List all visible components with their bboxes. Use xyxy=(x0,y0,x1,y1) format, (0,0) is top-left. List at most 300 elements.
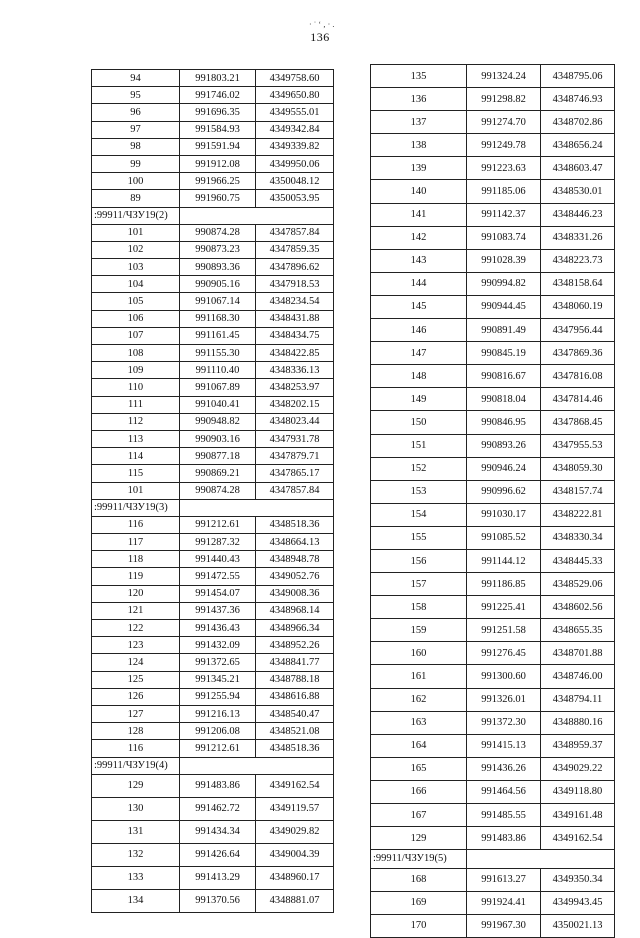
empty-cell xyxy=(180,499,334,516)
point-number-cell: 145 xyxy=(371,295,467,318)
y-coordinate-cell: 4348794.11 xyxy=(541,688,615,711)
point-number-cell: 126 xyxy=(92,688,180,705)
y-coordinate-cell: 4348330.34 xyxy=(541,526,615,549)
point-number-cell: 103 xyxy=(92,259,180,276)
point-number-cell: 97 xyxy=(92,121,180,138)
point-number-cell: 94 xyxy=(92,70,180,87)
x-coordinate-cell: 991274.70 xyxy=(467,111,541,134)
section-label: :99911/ЧЗУ19(3) xyxy=(92,499,180,516)
point-number-cell: 143 xyxy=(371,249,467,272)
table-row xyxy=(92,797,334,820)
table-row xyxy=(92,293,334,310)
table-row xyxy=(92,87,334,104)
y-coordinate-cell: 4347918.53 xyxy=(256,276,334,293)
y-coordinate-cell: 4348603.47 xyxy=(541,157,615,180)
x-coordinate-cell: 991155.30 xyxy=(180,345,256,362)
x-coordinate-cell: 991912.08 xyxy=(180,155,256,172)
point-number-cell: 154 xyxy=(371,503,467,526)
scan-artifact: · ˙ ‘ ‚ · . xyxy=(309,20,335,29)
point-number-cell: 106 xyxy=(92,310,180,327)
x-coordinate-cell: 990874.28 xyxy=(180,482,256,499)
table-row xyxy=(371,180,615,203)
table-row xyxy=(92,482,334,499)
point-number-cell: 98 xyxy=(92,138,180,155)
x-coordinate-cell: 991483.86 xyxy=(180,774,256,797)
y-coordinate-cell: 4347816.08 xyxy=(541,365,615,388)
point-number-cell: 110 xyxy=(92,379,180,396)
table-row xyxy=(371,157,615,180)
y-coordinate-cell: 4348655.35 xyxy=(541,619,615,642)
point-number-cell: 159 xyxy=(371,619,467,642)
x-coordinate-cell: 991083.74 xyxy=(467,226,541,249)
table-row xyxy=(92,654,334,671)
x-coordinate-cell: 990996.62 xyxy=(467,480,541,503)
section-label: :99911/ЧЗУ19(2) xyxy=(92,207,180,224)
point-number-cell: 165 xyxy=(371,757,467,780)
x-coordinate-cell: 990903.16 xyxy=(180,430,256,447)
table-row xyxy=(371,457,615,480)
y-coordinate-cell: 4348616.88 xyxy=(256,688,334,705)
x-coordinate-cell: 991067.89 xyxy=(180,379,256,396)
table-row xyxy=(92,889,334,912)
y-coordinate-cell: 4348431.88 xyxy=(256,310,334,327)
x-coordinate-cell: 991185.06 xyxy=(467,180,541,203)
point-number-cell: 151 xyxy=(371,434,467,457)
table-row xyxy=(371,780,615,803)
point-number-cell: 121 xyxy=(92,602,180,619)
x-coordinate-cell: 990994.82 xyxy=(467,272,541,295)
x-coordinate-cell: 991434.34 xyxy=(180,820,256,843)
table-row xyxy=(92,430,334,447)
table-row xyxy=(371,295,615,318)
x-coordinate-cell: 991483.86 xyxy=(467,827,541,850)
y-coordinate-cell: 4349118.80 xyxy=(541,780,615,803)
point-number-cell: 104 xyxy=(92,276,180,293)
point-number-cell: 113 xyxy=(92,430,180,447)
x-coordinate-cell: 990818.04 xyxy=(467,388,541,411)
point-number-cell: 152 xyxy=(371,457,467,480)
table-row xyxy=(371,804,615,827)
x-coordinate-cell: 991255.94 xyxy=(180,688,256,705)
x-coordinate-cell: 991085.52 xyxy=(467,526,541,549)
x-coordinate-cell: 991212.61 xyxy=(180,740,256,757)
y-coordinate-cell: 4348023.44 xyxy=(256,413,334,430)
table-row xyxy=(371,111,615,134)
y-coordinate-cell: 4348841.77 xyxy=(256,654,334,671)
y-coordinate-cell: 4348540.47 xyxy=(256,705,334,722)
y-coordinate-cell: 4349029.82 xyxy=(256,820,334,843)
point-number-cell: 127 xyxy=(92,705,180,722)
y-coordinate-cell: 4348529.06 xyxy=(541,573,615,596)
x-coordinate-cell: 991966.25 xyxy=(180,173,256,190)
x-coordinate-cell: 991144.12 xyxy=(467,549,541,572)
y-coordinate-cell: 4348746.93 xyxy=(541,88,615,111)
x-coordinate-cell: 991161.45 xyxy=(180,327,256,344)
table-row xyxy=(92,413,334,430)
table-row xyxy=(371,827,615,850)
point-number-cell: 117 xyxy=(92,534,180,551)
x-coordinate-cell: 991168.30 xyxy=(180,310,256,327)
point-number-cell: 148 xyxy=(371,365,467,388)
point-number-cell: 130 xyxy=(92,797,180,820)
table-row xyxy=(371,526,615,549)
table-row xyxy=(371,272,615,295)
y-coordinate-cell: 4347879.71 xyxy=(256,448,334,465)
point-number-cell: 128 xyxy=(92,723,180,740)
x-coordinate-cell: 990869.21 xyxy=(180,465,256,482)
x-coordinate-cell: 991413.29 xyxy=(180,866,256,889)
y-coordinate-cell: 4349004.39 xyxy=(256,843,334,866)
y-coordinate-cell: 4348157.74 xyxy=(541,480,615,503)
x-coordinate-cell: 990816.67 xyxy=(467,365,541,388)
x-coordinate-cell: 991462.72 xyxy=(180,797,256,820)
page-number: 136 xyxy=(310,30,330,44)
y-coordinate-cell: 4347869.36 xyxy=(541,342,615,365)
table-row xyxy=(92,551,334,568)
y-coordinate-cell: 4348060.19 xyxy=(541,295,615,318)
table-row xyxy=(92,620,334,637)
table-row xyxy=(92,688,334,705)
x-coordinate-cell: 991326.01 xyxy=(467,688,541,711)
x-coordinate-cell: 990846.95 xyxy=(467,411,541,434)
table-row xyxy=(371,249,615,272)
x-coordinate-cell: 991028.39 xyxy=(467,249,541,272)
y-coordinate-cell: 4347814.46 xyxy=(541,388,615,411)
y-coordinate-cell: 4349758.60 xyxy=(256,70,334,87)
table-row xyxy=(92,190,334,207)
point-number-cell: 147 xyxy=(371,342,467,365)
x-coordinate-cell: 991249.78 xyxy=(467,134,541,157)
y-coordinate-cell: 4347956.44 xyxy=(541,319,615,342)
y-coordinate-cell: 4348656.24 xyxy=(541,134,615,157)
table-row xyxy=(92,155,334,172)
y-coordinate-cell: 4348881.07 xyxy=(256,889,334,912)
x-coordinate-cell: 991696.35 xyxy=(180,104,256,121)
y-coordinate-cell: 4347955.53 xyxy=(541,434,615,457)
section-label-row xyxy=(92,499,334,516)
table-row xyxy=(371,734,615,757)
y-coordinate-cell: 4347859.35 xyxy=(256,241,334,258)
table-row xyxy=(371,665,615,688)
point-number-cell: 138 xyxy=(371,134,467,157)
table-row xyxy=(371,134,615,157)
y-coordinate-cell: 4348445.33 xyxy=(541,549,615,572)
x-coordinate-cell: 990891.49 xyxy=(467,319,541,342)
x-coordinate-cell: 990948.82 xyxy=(180,413,256,430)
y-coordinate-cell: 4348746.00 xyxy=(541,665,615,688)
x-coordinate-cell: 991225.41 xyxy=(467,596,541,619)
y-coordinate-cell: 4349029.22 xyxy=(541,757,615,780)
point-number-cell: 116 xyxy=(92,516,180,533)
y-coordinate-cell: 4348602.56 xyxy=(541,596,615,619)
point-number-cell: 149 xyxy=(371,388,467,411)
x-coordinate-cell: 991142.37 xyxy=(467,203,541,226)
point-number-cell: 101 xyxy=(92,224,180,241)
x-coordinate-cell: 991186.85 xyxy=(467,573,541,596)
x-coordinate-cell: 991287.32 xyxy=(180,534,256,551)
point-number-cell: 153 xyxy=(371,480,467,503)
x-coordinate-cell: 991212.61 xyxy=(180,516,256,533)
point-number-cell: 109 xyxy=(92,362,180,379)
table-row xyxy=(92,740,334,757)
point-number-cell: 168 xyxy=(371,868,467,891)
point-number-cell: 133 xyxy=(92,866,180,889)
section-label: :99911/ЧЗУ19(5) xyxy=(371,850,467,869)
x-coordinate-cell: 991426.64 xyxy=(180,843,256,866)
table-row xyxy=(92,173,334,190)
y-coordinate-cell: 4349350.34 xyxy=(541,868,615,891)
table-row xyxy=(92,104,334,121)
y-coordinate-cell: 4348795.06 xyxy=(541,65,615,88)
point-number-cell: 120 xyxy=(92,585,180,602)
table-row xyxy=(92,448,334,465)
table-row xyxy=(371,411,615,434)
point-number-cell: 125 xyxy=(92,671,180,688)
point-number-cell: 111 xyxy=(92,396,180,413)
x-coordinate-cell: 990845.19 xyxy=(467,342,541,365)
y-coordinate-cell: 4348158.64 xyxy=(541,272,615,295)
table-row xyxy=(92,276,334,293)
table-row xyxy=(92,843,334,866)
y-coordinate-cell: 4347868.45 xyxy=(541,411,615,434)
x-coordinate-cell: 991298.82 xyxy=(467,88,541,111)
x-coordinate-cell: 991370.56 xyxy=(180,889,256,912)
point-number-cell: 161 xyxy=(371,665,467,688)
y-coordinate-cell: 4349339.82 xyxy=(256,138,334,155)
x-coordinate-cell: 990946.24 xyxy=(467,457,541,480)
point-number-cell: 118 xyxy=(92,551,180,568)
x-coordinate-cell: 991591.94 xyxy=(180,138,256,155)
y-coordinate-cell: 4348966.34 xyxy=(256,620,334,637)
point-number-cell: 144 xyxy=(371,272,467,295)
y-coordinate-cell: 4348446.23 xyxy=(541,203,615,226)
coordinates-table-right xyxy=(370,64,615,938)
x-coordinate-cell: 990893.36 xyxy=(180,259,256,276)
point-number-cell: 142 xyxy=(371,226,467,249)
y-coordinate-cell: 4349555.01 xyxy=(256,104,334,121)
point-number-cell: 155 xyxy=(371,526,467,549)
x-coordinate-cell: 991432.09 xyxy=(180,637,256,654)
point-number-cell: 123 xyxy=(92,637,180,654)
y-coordinate-cell: 4348960.17 xyxy=(256,866,334,889)
y-coordinate-cell: 4349943.45 xyxy=(541,891,615,914)
x-coordinate-cell: 991485.55 xyxy=(467,804,541,827)
table-row xyxy=(92,379,334,396)
y-coordinate-cell: 4348434.75 xyxy=(256,327,334,344)
table-row xyxy=(371,914,615,937)
point-number-cell: 115 xyxy=(92,465,180,482)
table-row xyxy=(92,310,334,327)
x-coordinate-cell: 991030.17 xyxy=(467,503,541,526)
x-coordinate-cell: 991415.13 xyxy=(467,734,541,757)
section-label: :99911/ЧЗУ19(4) xyxy=(92,757,180,774)
point-number-cell: 136 xyxy=(371,88,467,111)
table-row xyxy=(92,671,334,688)
y-coordinate-cell: 4350048.12 xyxy=(256,173,334,190)
table-row xyxy=(371,868,615,891)
table-row xyxy=(92,241,334,258)
point-number-cell: 112 xyxy=(92,413,180,430)
y-coordinate-cell: 4347896.62 xyxy=(256,259,334,276)
y-coordinate-cell: 4349162.54 xyxy=(256,774,334,797)
x-coordinate-cell: 991372.65 xyxy=(180,654,256,671)
point-number-cell: 164 xyxy=(371,734,467,757)
point-number-cell: 146 xyxy=(371,319,467,342)
y-coordinate-cell: 4347857.84 xyxy=(256,482,334,499)
table-row xyxy=(92,723,334,740)
x-coordinate-cell: 990905.16 xyxy=(180,276,256,293)
point-number-cell: 102 xyxy=(92,241,180,258)
point-number-cell: 170 xyxy=(371,914,467,937)
y-coordinate-cell: 4348059.30 xyxy=(541,457,615,480)
table-row xyxy=(92,121,334,138)
y-coordinate-cell: 4348202.15 xyxy=(256,396,334,413)
y-coordinate-cell: 4348880.16 xyxy=(541,711,615,734)
y-coordinate-cell: 4348422.85 xyxy=(256,345,334,362)
x-coordinate-cell: 991324.24 xyxy=(467,65,541,88)
table-row xyxy=(371,891,615,914)
point-number-cell: 129 xyxy=(92,774,180,797)
x-coordinate-cell: 990873.23 xyxy=(180,241,256,258)
point-number-cell: 129 xyxy=(371,827,467,850)
x-coordinate-cell: 990944.45 xyxy=(467,295,541,318)
table-row xyxy=(92,224,334,241)
x-coordinate-cell: 991437.36 xyxy=(180,602,256,619)
point-number-cell: 122 xyxy=(92,620,180,637)
x-coordinate-cell: 991464.56 xyxy=(467,780,541,803)
empty-cell xyxy=(467,850,615,869)
table-row xyxy=(371,480,615,503)
y-coordinate-cell: 4347931.78 xyxy=(256,430,334,447)
section-label-row xyxy=(371,850,615,869)
x-coordinate-cell: 991803.21 xyxy=(180,70,256,87)
x-coordinate-cell: 991372.30 xyxy=(467,711,541,734)
point-number-cell: 162 xyxy=(371,688,467,711)
table-row xyxy=(371,573,615,596)
y-coordinate-cell: 4348223.73 xyxy=(541,249,615,272)
point-number-cell: 158 xyxy=(371,596,467,619)
table-row xyxy=(92,534,334,551)
table-row xyxy=(92,345,334,362)
table-row xyxy=(92,465,334,482)
x-coordinate-cell: 990877.18 xyxy=(180,448,256,465)
x-coordinate-cell: 991436.43 xyxy=(180,620,256,637)
table-row xyxy=(371,365,615,388)
y-coordinate-cell: 4348518.36 xyxy=(256,740,334,757)
table-row xyxy=(371,226,615,249)
table-row xyxy=(371,619,615,642)
x-coordinate-cell: 991472.55 xyxy=(180,568,256,585)
y-coordinate-cell: 4348253.97 xyxy=(256,379,334,396)
table-row xyxy=(92,774,334,797)
table-row xyxy=(371,688,615,711)
table-row xyxy=(92,138,334,155)
x-coordinate-cell: 991223.63 xyxy=(467,157,541,180)
x-coordinate-cell: 991436.26 xyxy=(467,757,541,780)
y-coordinate-cell: 4350021.13 xyxy=(541,914,615,937)
y-coordinate-cell: 4348701.88 xyxy=(541,642,615,665)
point-number-cell: 141 xyxy=(371,203,467,226)
table-row xyxy=(371,88,615,111)
y-coordinate-cell: 4348521.08 xyxy=(256,723,334,740)
x-coordinate-cell: 991300.60 xyxy=(467,665,541,688)
x-coordinate-cell: 991251.58 xyxy=(467,619,541,642)
empty-cell xyxy=(180,757,334,774)
x-coordinate-cell: 991345.21 xyxy=(180,671,256,688)
section-label-row xyxy=(92,207,334,224)
table-row xyxy=(92,585,334,602)
table-row xyxy=(371,642,615,665)
point-number-cell: 116 xyxy=(92,740,180,757)
x-coordinate-cell: 991110.40 xyxy=(180,362,256,379)
point-number-cell: 167 xyxy=(371,804,467,827)
point-number-cell: 100 xyxy=(92,173,180,190)
table-row xyxy=(371,342,615,365)
y-coordinate-cell: 4349950.06 xyxy=(256,155,334,172)
x-coordinate-cell: 991067.14 xyxy=(180,293,256,310)
y-coordinate-cell: 4347857.84 xyxy=(256,224,334,241)
y-coordinate-cell: 4348222.81 xyxy=(541,503,615,526)
point-number-cell: 95 xyxy=(92,87,180,104)
y-coordinate-cell: 4349342.84 xyxy=(256,121,334,138)
x-coordinate-cell: 991613.27 xyxy=(467,868,541,891)
y-coordinate-cell: 4350053.95 xyxy=(256,190,334,207)
point-number-cell: 119 xyxy=(92,568,180,585)
y-coordinate-cell: 4348968.14 xyxy=(256,602,334,619)
point-number-cell: 157 xyxy=(371,573,467,596)
table-row xyxy=(371,711,615,734)
table-row xyxy=(92,362,334,379)
point-number-cell: 139 xyxy=(371,157,467,180)
table-row xyxy=(92,327,334,344)
coordinates-table-left xyxy=(91,69,334,913)
point-number-cell: 135 xyxy=(371,65,467,88)
point-number-cell: 124 xyxy=(92,654,180,671)
point-number-cell: 169 xyxy=(371,891,467,914)
y-coordinate-cell: 4348952.26 xyxy=(256,637,334,654)
y-coordinate-cell: 4349650.80 xyxy=(256,87,334,104)
point-number-cell: 89 xyxy=(92,190,180,207)
y-coordinate-cell: 4348234.54 xyxy=(256,293,334,310)
table-row xyxy=(92,602,334,619)
y-coordinate-cell: 4348788.18 xyxy=(256,671,334,688)
x-coordinate-cell: 991276.45 xyxy=(467,642,541,665)
point-number-cell: 99 xyxy=(92,155,180,172)
x-coordinate-cell: 990893.26 xyxy=(467,434,541,457)
point-number-cell: 107 xyxy=(92,327,180,344)
x-coordinate-cell: 991746.02 xyxy=(180,87,256,104)
x-coordinate-cell: 991454.07 xyxy=(180,585,256,602)
point-number-cell: 166 xyxy=(371,780,467,803)
x-coordinate-cell: 991584.93 xyxy=(180,121,256,138)
point-number-cell: 156 xyxy=(371,549,467,572)
point-number-cell: 131 xyxy=(92,820,180,843)
y-coordinate-cell: 4349119.57 xyxy=(256,797,334,820)
point-number-cell: 140 xyxy=(371,180,467,203)
table-row xyxy=(92,516,334,533)
x-coordinate-cell: 991440.43 xyxy=(180,551,256,568)
point-number-cell: 137 xyxy=(371,111,467,134)
table-row xyxy=(92,568,334,585)
table-row xyxy=(92,259,334,276)
table-row xyxy=(92,396,334,413)
point-number-cell: 134 xyxy=(92,889,180,912)
table-row xyxy=(92,637,334,654)
table-row xyxy=(371,319,615,342)
table-row xyxy=(92,820,334,843)
point-number-cell: 160 xyxy=(371,642,467,665)
empty-cell xyxy=(180,207,334,224)
